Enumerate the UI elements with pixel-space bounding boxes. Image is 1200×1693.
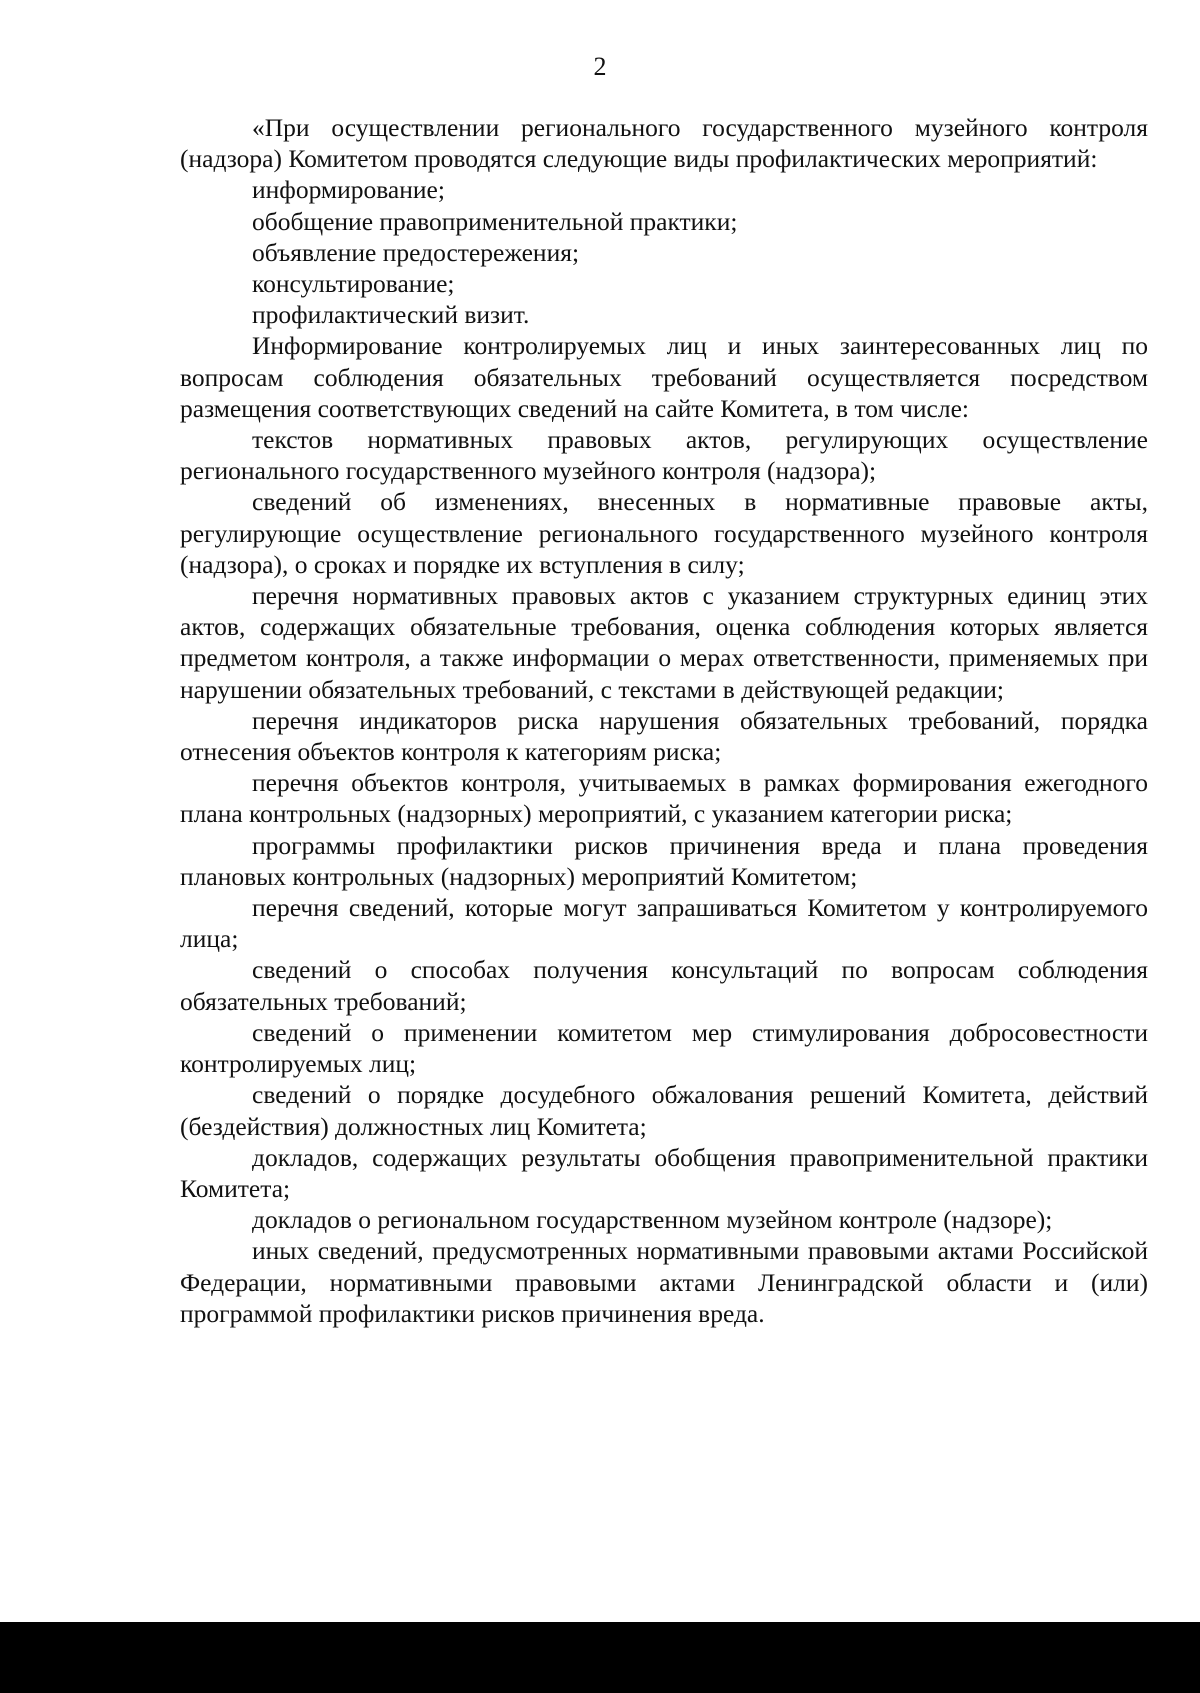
paragraph-item: текстов нормативных правовых актов, регулирующих осуществление регионального государственного музейного контроля (надзора); bbox=[180, 425, 1148, 486]
page-number: 2 bbox=[593, 52, 607, 81]
paragraph-item: сведений об изменениях, внесенных в нормативные правовые акты, регулирующие осуществление регионального государственного музейного контроля (надзора), о сроках и порядке их вступления в силу; bbox=[180, 487, 1148, 579]
paragraph-item: перечня нормативных правовых актов с указанием структурных единиц этих актов, содержащих обязательные требования, оценка соблюдения которых является предметом контроля, а также информации о мерах ответственности, применяемых при нарушении обязательных требований, с текстами в действующей редакции; bbox=[180, 581, 1148, 704]
list-item: объявление предостережения; bbox=[252, 237, 580, 267]
paragraph-item: иных сведений, предусмотренных нормативными правовыми актами Российской Федерации, нормативными правовыми актами Ленинградской области и (или) программой профилактики рисков причинения вреда. bbox=[180, 1236, 1148, 1328]
paragraph-item: программы профилактики рисков причинения вреда и плана проведения плановых контрольных (надзорных) мероприятий Комитетом; bbox=[180, 830, 1148, 891]
paragraph-item: докладов, содержащих результаты обобщения правоприменительной практики Комитета; bbox=[180, 1142, 1148, 1203]
list-item: профилактический визит. bbox=[252, 300, 530, 330]
list-item: консультирование; bbox=[252, 269, 455, 299]
paragraph-item: сведений о способах получения консультаций по вопросам соблюдения обязательных требований; bbox=[180, 955, 1148, 1016]
paragraph-item: перечня сведений, которые могут запрашиваться Комитетом у контролируемого лица; bbox=[180, 893, 1148, 954]
paragraph-item: докладов о региональном государственном музейном контроле (надзоре); bbox=[252, 1205, 1053, 1235]
paragraph-informing: Информирование контролируемых лиц и иных заинтересованных лиц по вопросам соблюдения обязательных требований осуществляется посредством размещения соответствующих сведений на сайте Комитета, в том числе: bbox=[180, 331, 1148, 423]
list-item: информирование; bbox=[252, 175, 445, 205]
paragraph-intro: «При осуществлении регионального государственного музейного контроля (надзора) Комитетом проводятся следующие виды профилактических мероприятий: bbox=[180, 113, 1148, 174]
paragraph-item: сведений о порядке досудебного обжалования решений Комитета, действий (бездействия) должностных лиц Комитета; bbox=[180, 1080, 1148, 1141]
scan-bottom-border bbox=[0, 1622, 1200, 1693]
list-item: обобщение правоприменительной практики; bbox=[252, 206, 738, 236]
paragraph-item: перечня индикаторов риска нарушения обязательных требований, порядка отнесения объектов контроля к категориям риска; bbox=[180, 705, 1148, 767]
paragraph-item: перечня объектов контроля, учитываемых в рамках формирования ежегодного плана контрольных (надзорных) мероприятий, с указанием категории риска; bbox=[180, 768, 1148, 829]
document-body bbox=[180, 112, 1148, 1329]
paragraph-item: сведений о применении комитетом мер стимулирования добросовестности контролируемых лиц; bbox=[180, 1017, 1148, 1079]
